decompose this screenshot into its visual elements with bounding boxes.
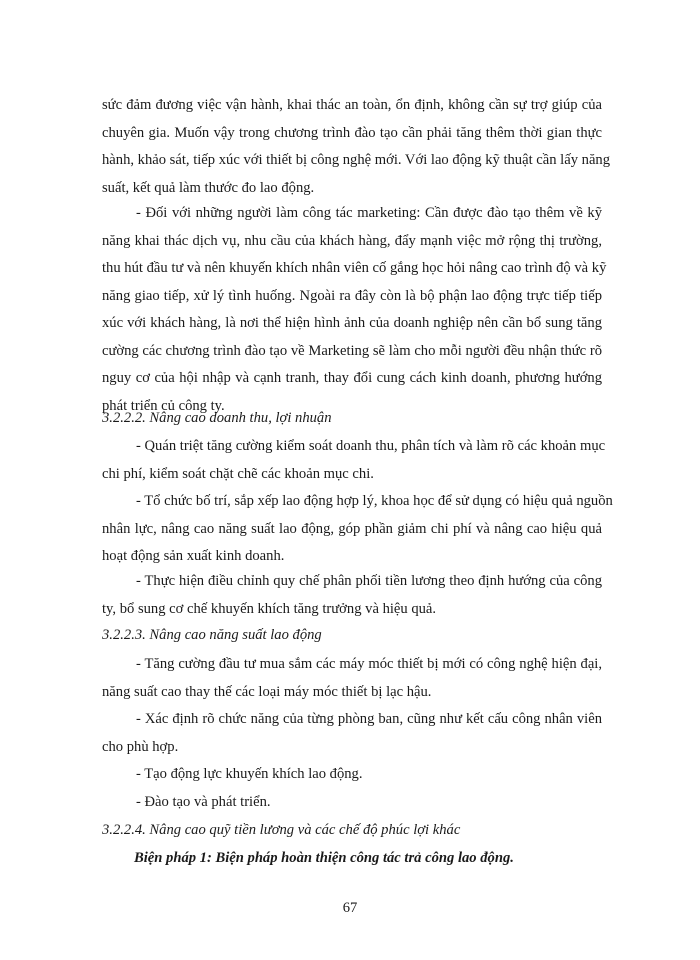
paragraph-department-functions — [102, 706, 602, 761]
text-line: chuyên gia. Muốn vậy trong chương trình đào tạo cần phải tăng thêm thời gian thực — [102, 124, 602, 141]
paragraph-training-development — [102, 789, 602, 817]
text-line: chi phí, kiểm soát chặt chẽ các khoản mục chi. — [102, 465, 374, 482]
text-line: năng giao tiếp, xử lý tình huống. Ngoài ra đây còn là bộ phận lao động trực tiếp tiếp — [102, 287, 602, 304]
page-number: 67 — [342, 900, 358, 916]
paragraph-labor-arrangement — [102, 488, 613, 571]
text-line: - Đối với những người làm công tác marketing: Cần được đào tạo thêm về kỹ — [136, 205, 602, 221]
measure-heading-block — [102, 845, 602, 873]
text-line: phát triển củ công ty. — [102, 397, 225, 414]
text-line: sức đảm đương việc vận hành, khai thác an toàn, ổn định, không cần sự trợ giúp của — [102, 97, 602, 113]
section-heading: 3.2.2.2. Nâng cao doanh thu, lợi nhuận — [102, 410, 332, 426]
text-line: - Đào tạo và phát triển. — [136, 794, 271, 810]
section-heading-3224 — [102, 817, 602, 845]
text-line: - Xác định rõ chức năng của từng phòng ban, cũng như kết cấu công nhân viên — [136, 711, 602, 727]
text-line: xúc với khách hàng, là nơi thể hiện hình ảnh của doanh nghiệp nên cần bổ sung tăng — [102, 315, 602, 331]
paragraph-salary-regulation — [102, 568, 602, 623]
paragraph-motivation — [102, 761, 602, 789]
text-line: - Thực hiện điều chỉnh quy chế phân phối tiền lương theo định hướng của công — [136, 573, 602, 589]
text-line: hoạt động sản xuất kinh doanh. — [102, 548, 285, 564]
text-line: suất, kết quả làm thước đo lao động. — [102, 179, 315, 196]
text-line: nguy cơ của hội nhập và cạnh tranh, thay đổi cung cách kinh doanh, phương hướng — [102, 370, 602, 386]
text-line: - Tăng cường đầu tư mua sắm các máy móc thiết bị mới có công nghệ hiện đại, — [136, 656, 602, 672]
text-line: - Tạo động lực khuyến khích lao động. — [136, 766, 363, 782]
paragraph-revenue-control — [102, 433, 606, 488]
text-line: năng suất cao thay thế các loại máy móc thiết bị lạc hậu. — [102, 683, 432, 700]
text-line: cho phù hợp. — [102, 738, 179, 755]
measure-heading: Biện pháp 1: Biện pháp hoàn thiện công tác trả công lao động. — [134, 850, 514, 866]
text-line: năng khai thác dịch vụ, nhu cầu của khách hàng, đẩy mạnh việc mở rộng thị trường, — [102, 232, 602, 249]
text-line: thu hút đầu tư và nên khuyến khích nhân viên cố gắng học hỏi nâng cao trình độ và kỹ — [102, 260, 607, 276]
text-line: cường các chương trình đào tạo về Marketing sẽ làm cho mỗi người đều nhận thức rõ — [102, 342, 602, 359]
paragraph-equipment-investment — [102, 651, 602, 706]
paragraph-training-operation — [102, 92, 611, 202]
section-heading: 3.2.2.3. Nâng cao năng suất lao động — [102, 627, 322, 643]
text-line: ty, bổ sung cơ chế khuyến khích tăng trưởng và hiệu quả. — [102, 600, 437, 617]
text-line: hành, khảo sát, tiếp xúc với thiết bị công nghệ mới. Với lao động kỹ thuật cần lấy năng — [102, 152, 611, 168]
section-heading-3222 — [102, 405, 602, 433]
section-heading: 3.2.2.4. Nâng cao quỹ tiền lương và các chế độ phúc lợi khác — [102, 822, 461, 838]
text-line: - Quán triệt tăng cường kiểm soát doanh thu, phân tích và làm rõ các khoản mục — [136, 438, 606, 454]
text-line: - Tổ chức bố trí, sắp xếp lao động hợp lý, khoa học để sử dụng có hiệu quả nguồn — [136, 493, 613, 509]
text-line: nhân lực, nâng cao năng suất lao động, góp phần giảm chi phí và nâng cao hiệu quả — [102, 520, 602, 537]
section-heading-3223 — [102, 622, 602, 650]
paragraph-marketing-staff — [102, 200, 607, 420]
